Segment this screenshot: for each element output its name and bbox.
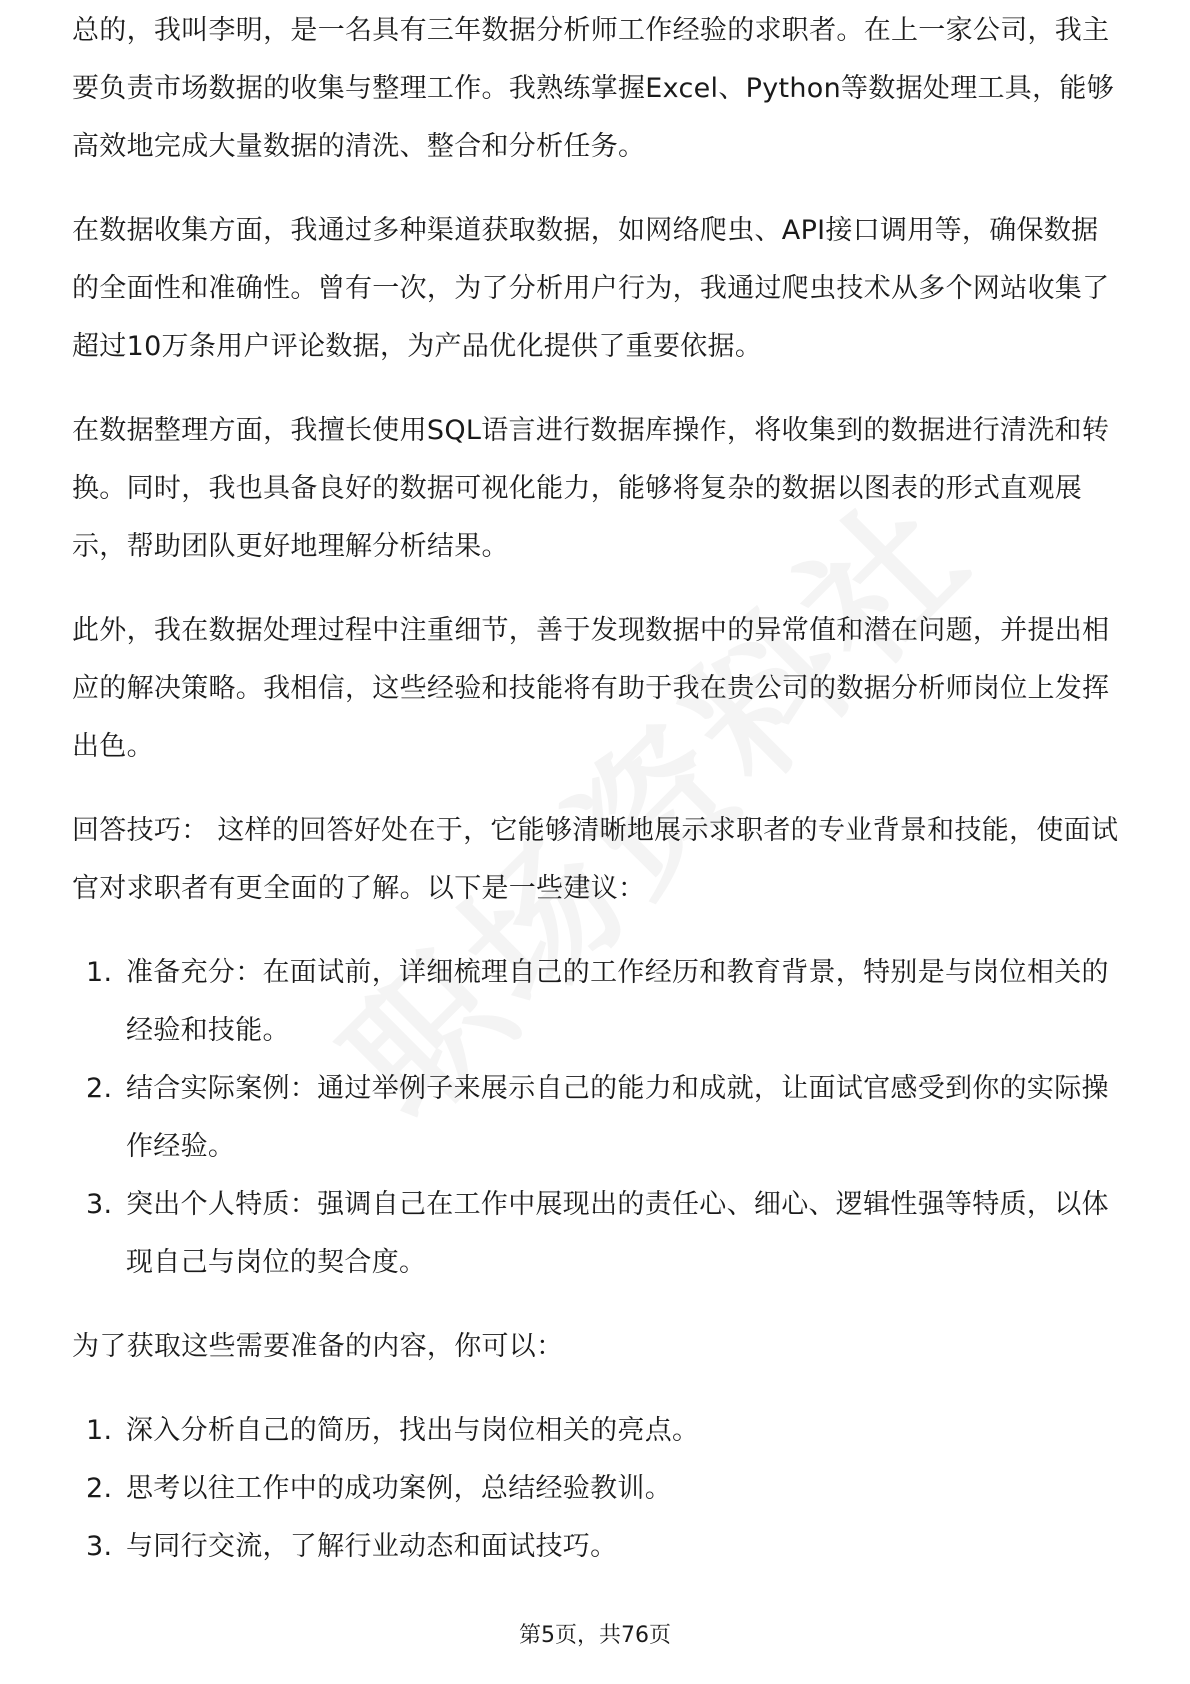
list-text: 结合实际案例：通过举例子来展示自己的能力和成就，让面试官感受到你的实际操作经验。 [126, 1073, 1109, 1162]
paragraph-data-organizing: 在数据整理方面，我擅长使用SQL语言进行数据库操作，将收集到的数据进行清洗和转换。同时，我也具备良好的数据可视化能力，能够将复杂的数据以图表的形式直观展示，帮助团队更好地理解分析结果。 [72, 415, 1110, 562]
list-number: 2. [86, 1073, 113, 1104]
paragraph-data-collection: 在数据收集方面，我通过多种渠道获取数据，如网络爬虫、API接口调用等，确保数据的全面性和准确性。曾有一次，为了分析用户行为，我通过爬虫技术从多个网站收集了超过10万条用户评论数据，为产品优化提供了重要依据。 [72, 215, 1110, 362]
paragraph-detail-focus: 此外，我在数据处理过程中注重细节，善于发现数据中的异常值和潜在问题，并提出相应的解决策略。我相信，这些经验和技能将有助于我在贵公司的数据分析师岗位上发挥出色。 [72, 615, 1110, 762]
list-text: 准备充分：在面试前，详细梳理自己的工作经历和教育背景，特别是与岗位相关的经验和技能。 [126, 957, 1109, 1046]
list-item [72, 1402, 1122, 1460]
tips-list [72, 944, 1122, 1292]
document-body [72, 15, 1122, 1602]
list-number: 3. [86, 1189, 113, 1220]
list-text: 深入分析自己的简历，找出与岗位相关的亮点。 [126, 1415, 700, 1446]
list-text: 突出个人特质：强调自己在工作中展现出的责任心、细心、逻辑性强等特质，以体现自己与岗位的契合度。 [126, 1189, 1109, 1278]
list-item [72, 1460, 1122, 1518]
list-item [72, 1176, 1122, 1292]
list-number: 3. [86, 1531, 113, 1562]
list-item [72, 944, 1122, 1060]
list-number: 1. [86, 1415, 113, 1446]
paragraph-prepare: 为了获取这些需要准备的内容，你可以： [72, 1331, 564, 1362]
paragraph-answer-tips: 回答技巧： 这样的回答好处在于，它能够清晰地展示求职者的专业背景和技能，使面试官对求职者有更全面的了解。以下是一些建议： [72, 815, 1119, 904]
list-text: 思考以往工作中的成功案例，总结经验教训。 [126, 1473, 672, 1504]
list-number: 1. [86, 957, 113, 988]
list-item [72, 1518, 1122, 1576]
list-item [72, 1060, 1122, 1176]
list-text: 与同行交流，了解行业动态和面试技巧。 [126, 1531, 618, 1562]
prepare-list [72, 1402, 1122, 1576]
paragraph-intro: 总的，我叫李明，是一名具有三年数据分析师工作经验的求职者。在上一家公司，我主要负责市场数据的收集与整理工作。我熟练掌握Excel、Python等数据处理工具，能够高效地完成大量数据的清洗、整合和分析任务。 [72, 15, 1115, 162]
list-number: 2. [86, 1473, 113, 1504]
page-number: 第5页，共76页 [519, 1623, 671, 1648]
